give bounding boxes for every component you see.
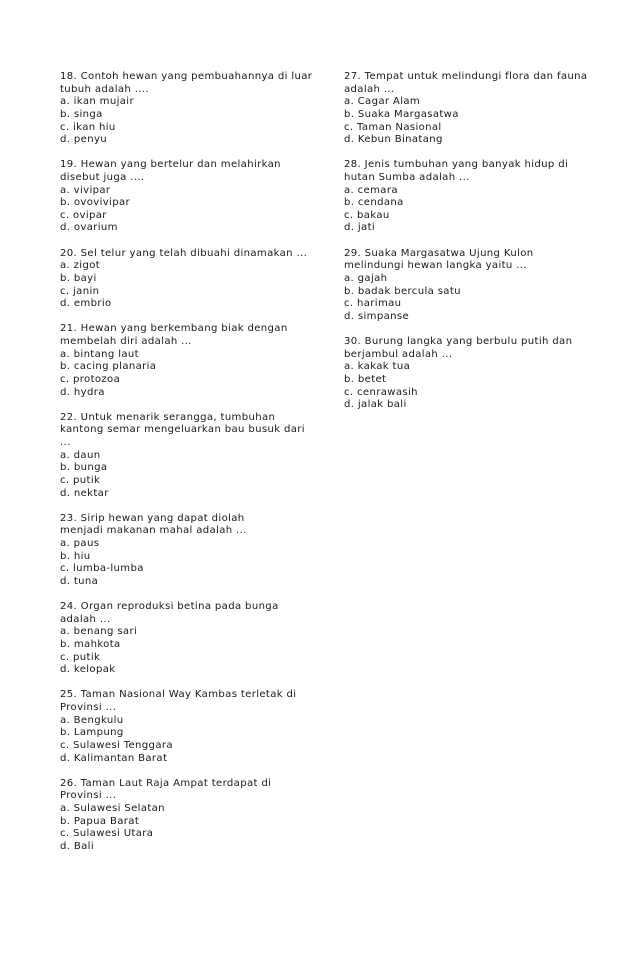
answer-option: d. penyu — [60, 134, 108, 146]
answer-option: d. Kalimantan Barat — [60, 752, 168, 764]
question-28 — [344, 159, 606, 235]
question-text: 22. Untuk menarik serangga, tumbuhan — [60, 411, 276, 423]
question-text: 20. Sel telur yang telah dibuahi dinamakan ... — [60, 247, 308, 259]
answer-option: b. bayi — [60, 272, 97, 284]
answer-option: a. daun — [60, 449, 101, 461]
question-text: 28. Jenis tumbuhan yang banyak hidup di — [344, 159, 569, 171]
answer-option: d. jati — [344, 222, 376, 234]
answer-option: d. hydra — [60, 386, 105, 398]
answer-option: c. cenrawasih — [344, 386, 418, 398]
answer-option: b. Lampung — [60, 727, 124, 739]
question-26 — [60, 778, 322, 854]
answer-option: d. tuna — [60, 575, 99, 587]
question-text: Provinsi ... — [60, 702, 117, 714]
answer-option: c. putik — [60, 474, 101, 486]
answer-option: b. Papua Barat — [60, 815, 140, 827]
answer-option: d. simpanse — [344, 310, 410, 322]
left-column — [60, 71, 322, 866]
answer-option: c. ovipar — [60, 209, 107, 221]
question-text: 27. Tempat untuk melindungi flora dan fauna — [344, 71, 588, 82]
answer-option: b. cacing planaria — [60, 361, 157, 373]
question-text: 26. Taman Laut Raja Ampat terdapat di — [60, 777, 272, 789]
answer-option: b. badak bercula satu — [344, 285, 461, 297]
answer-option: a. Sulawesi Selatan — [60, 803, 165, 814]
answer-option: a. Bengkulu — [60, 714, 124, 726]
answer-option: c. Sulawesi Utara — [60, 828, 154, 840]
question-text: Provinsi ... — [60, 790, 117, 802]
answer-option: b. hiu — [60, 550, 91, 562]
answer-option: a. bintang laut — [60, 348, 139, 360]
question-21 — [60, 323, 322, 399]
answer-option: d. ovarium — [60, 222, 118, 234]
question-text: 29. Suaka Margasatwa Ujung Kulon — [344, 247, 534, 259]
question-text: membelah diri adalah ... — [60, 336, 192, 348]
right-column — [344, 71, 606, 424]
answer-option: d. embrio — [60, 298, 112, 310]
question-27 — [344, 71, 606, 147]
answer-option: d. nektar — [60, 487, 109, 499]
answer-option: c. harimau — [344, 298, 402, 310]
question-text: 21. Hewan yang berkembang biak dengan — [60, 323, 288, 335]
question-text: 23. Sirip hewan yang dapat diolah — [60, 512, 245, 524]
question-text: adalah ... — [60, 613, 111, 625]
answer-option: a. paus — [60, 537, 100, 549]
answer-option: c. ikan hiu — [60, 121, 116, 133]
answer-option: a. Cagar Alam — [344, 96, 421, 108]
question-text: ... — [60, 437, 71, 448]
question-25 — [60, 689, 322, 765]
answer-option: a. gajah — [344, 272, 388, 284]
question-text: kantong semar mengeluarkan bau busuk dari — [60, 424, 305, 436]
answer-option: b. ovovivipar — [60, 197, 130, 209]
answer-option: d. Kebun Binatang — [344, 134, 443, 146]
question-text: disebut juga .... — [60, 171, 145, 183]
answer-option: b. singa — [60, 108, 103, 120]
answer-option: d. jalak bali — [344, 399, 407, 411]
question-22 — [60, 412, 322, 500]
question-text: 18. Contoh hewan yang pembuahannya di luar — [60, 71, 313, 82]
answer-option: c. lumba-lumba — [60, 563, 144, 575]
answer-option: b. mahkota — [60, 638, 121, 650]
answer-option: a. benang sari — [60, 626, 138, 638]
question-text: tubuh adalah .... — [60, 83, 149, 95]
answer-option: c. Sulawesi Tenggara — [60, 739, 173, 751]
question-30 — [344, 336, 606, 412]
answer-option: d. Bali — [60, 840, 94, 852]
answer-option: a. cemara — [344, 184, 398, 196]
question-text: menjadi makanan mahal adalah ... — [60, 525, 247, 537]
question-text: adalah ... — [344, 83, 395, 95]
answer-option: a. vivipar — [60, 184, 111, 196]
answer-option: c. protozoa — [60, 373, 121, 385]
question-text: berjambul adalah ... — [344, 348, 453, 360]
answer-option: b. cendana — [344, 197, 404, 209]
question-text: 24. Organ reproduksi betina pada bunga — [60, 601, 279, 613]
question-text: 25. Taman Nasional Way Kambas terletak di — [60, 689, 297, 701]
question-19 — [60, 159, 322, 235]
question-text: melindungi hewan langka yaitu ... — [344, 260, 527, 272]
question-text: 19. Hewan yang bertelur dan melahirkan — [60, 159, 281, 171]
question-29 — [344, 248, 606, 324]
question-text: hutan Sumba adalah ... — [344, 171, 470, 183]
answer-option: d. kelopak — [60, 664, 116, 676]
answer-option: c. bakau — [344, 209, 390, 221]
answer-option: c. putik — [60, 651, 101, 663]
question-20 — [60, 248, 322, 311]
answer-option: b. Suaka Margasatwa — [344, 108, 459, 120]
question-18 — [60, 71, 322, 147]
question-23 — [60, 513, 322, 589]
answer-option: b. bunga — [60, 462, 108, 474]
answer-option: c. janin — [60, 285, 100, 297]
question-24 — [60, 601, 322, 677]
answer-option: a. zigot — [60, 260, 101, 272]
question-text: 30. Burung langka yang berbulu putih dan — [344, 336, 573, 348]
answer-option: c. Taman Nasional — [344, 121, 442, 133]
answer-option: a. ikan mujair — [60, 96, 134, 108]
answer-option: b. betet — [344, 373, 387, 385]
answer-option: a. kakak tua — [344, 361, 411, 373]
